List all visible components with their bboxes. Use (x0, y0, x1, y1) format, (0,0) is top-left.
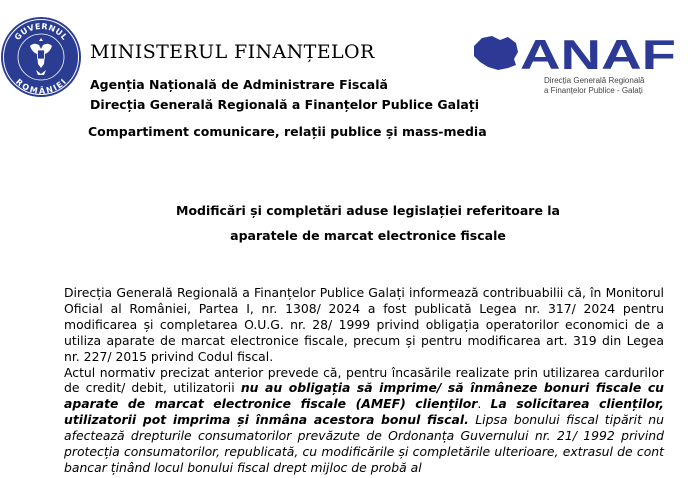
ministry-name: MINISTERUL FINANȚELOR (90, 41, 375, 63)
romania-map-icon (474, 36, 518, 70)
seal-text-bottom: ROMÂNIEI (13, 77, 69, 96)
logo-subtitle: Direcția Generală Regională a Finanțelor Publice - Galați (544, 76, 645, 95)
emphasis-no-obligation: nu au obligația să imprime/ să înmâneze bonuri fiscale cu aparate de marcat electronice fiscale (AMEF) clienților (64, 380, 664, 412)
seal-text-top: GUVERNUL (12, 21, 70, 42)
logo-wordmark: ANAF (520, 32, 676, 74)
document-title-line2: aparatele de marcat electronice fiscale (230, 228, 506, 243)
paragraph-2: Actul normativ precizat anterior prevede că, pentru încasările realizate prin utilizarea cardurilor de credit/ debit, utilizatorii nu au obligația să imprime/ să înmâneze bonuri fiscale cu aparate de marcat electronice fiscale (AMEF) clienților. La solicitarea clienților, utilizatorii pot imprima și înmâna acestora bonul fiscal. Lipsa bonului fiscal tipărit nu afectează drepturile consumatorilor prevăzute de Ordonanța Guvernului nr. 21/ 1992 privind protecția consumatorilor, republicată, cu modificările și completările ulterioare, extrasul de cont bancar ținând locul bonului fiscal drept mijloc de probă al (64, 364, 665, 475)
agency-name: Agenția Națională de Administrare Fiscală (90, 77, 388, 92)
romanian-government-seal (0, 16, 82, 98)
document-body (64, 285, 664, 476)
department-name: Compartiment comunicare, relații publice și mass-media (88, 124, 487, 139)
paragraph-1: Direcția Generală Regională a Finanțelor Publice Galați informează contribuabilii că, în Monitorul Oficial al României, Partea I, nr. 1308/ 2024 a fost publicată Legea nr. 317/ 2024 pentru modificarea și completarea O.U.G. nr. 28/ 1999 privind obligația operatorilor economici de a utiliza aparate de marcat electronice fiscale, precum și pentru modificarea art. 319 din Legea nr. 227/ 2015 privind Codul fiscal. (64, 285, 664, 364)
regional-directorate-name: Direcția Generală Regională a Finanțelor Publice Galați (90, 97, 480, 112)
anaf-logo (470, 32, 676, 74)
document-title-line1: Modificări și completări aduse legislației referitoare la (176, 203, 560, 218)
emphasis-on-request: La solicitarea clienților, utilizatorii pot imprima și înmâna acestora bonul fiscal. (64, 396, 664, 428)
italic-consumer-rights: Lipsa bonului fiscal tipărit nu afectează drepturile consumatorilor prevăzute de Ordonanța Guvernului nr. 21/ 1992 privind protecția consumatorilor, republicată, cu modificările și completările ulterioare, extrasul de cont bancar ținând locul bonului fiscal drept mijloc de probă al (64, 412, 665, 475)
